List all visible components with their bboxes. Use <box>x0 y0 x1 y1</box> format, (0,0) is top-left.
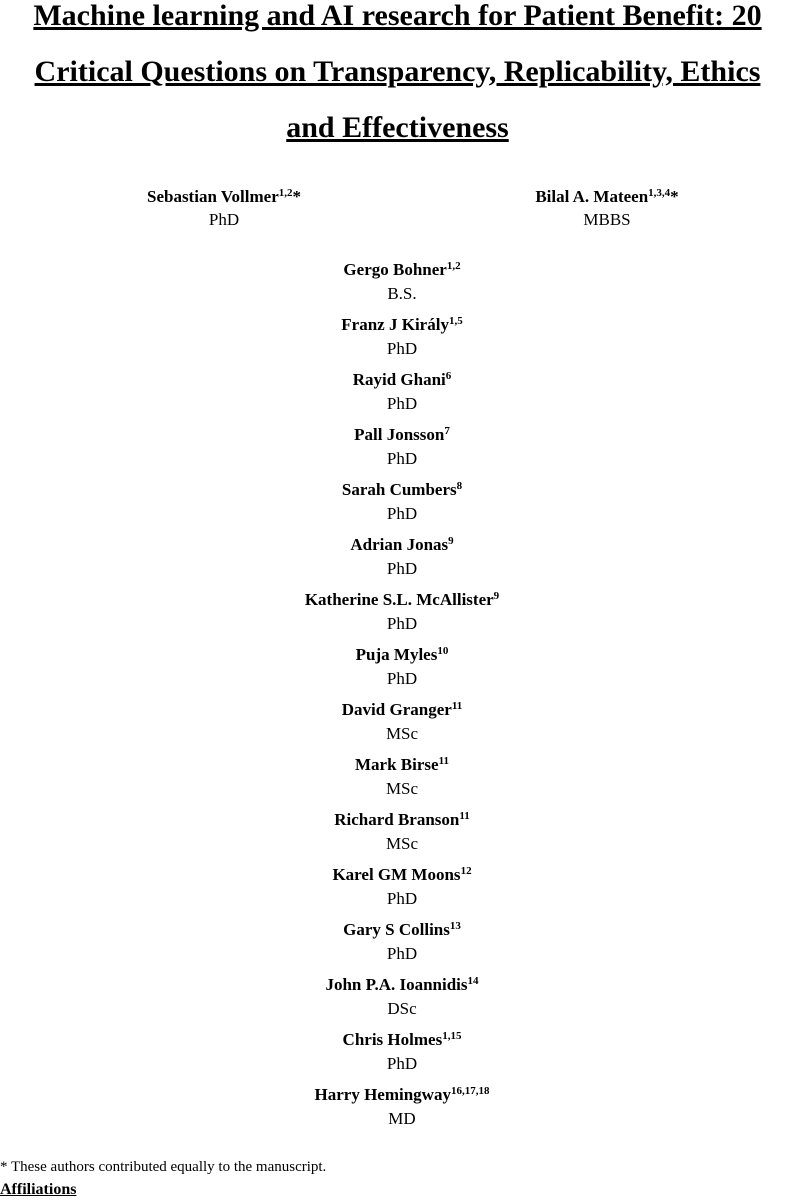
affiliation-sup: 1,2 <box>446 260 461 272</box>
author-entry <box>0 1083 795 1138</box>
author-degree: PhD <box>386 669 418 688</box>
affiliation-sup: 8 <box>456 480 463 492</box>
author-name: Sebastian Vollmer$^{1,2}$* <box>146 187 302 206</box>
author-degree: PhD <box>386 889 418 908</box>
affiliation-sup: 6 <box>445 370 452 382</box>
author-entry <box>0 1028 795 1083</box>
author-name: Richard Branson$^{11}$ <box>334 810 470 829</box>
author-degree: PhD <box>386 614 418 633</box>
author-name: David Granger$^{11}$ <box>341 700 463 719</box>
author-name: John P.A. Ioannidis$^{14}$ <box>325 975 479 994</box>
author-name: Bilal A. Mateen$^{1,3,4}$* <box>535 187 679 206</box>
author-name: Mark Birse$^{11}$ <box>355 755 449 774</box>
author-name: Sarah Cumbers$^8$ <box>341 480 463 499</box>
author-entry <box>0 313 795 368</box>
affiliation-sup: 10 <box>437 645 449 657</box>
author-degree: PhD <box>386 394 418 413</box>
author-entry <box>0 368 795 423</box>
author-degree: PhD <box>386 504 418 523</box>
author-degree: PhD <box>386 1054 418 1073</box>
affiliation-sup: 14 <box>467 975 479 987</box>
affiliation-sup: 11 <box>451 700 463 712</box>
author-name: Gary S Collins$^{13}$ <box>343 920 461 939</box>
affiliations-heading: Affiliations <box>0 1181 77 1198</box>
author-name: Chris Holmes$^{1,15}$ <box>342 1030 462 1049</box>
author-entry <box>0 698 795 753</box>
affiliation-sup: 11 <box>438 755 449 767</box>
author-entry <box>0 753 795 808</box>
author-entry <box>0 808 795 863</box>
lead-author <box>457 186 757 232</box>
author-degree: PhD <box>386 559 418 578</box>
author-entry <box>0 533 795 588</box>
affiliation-sup: 16,17,18 <box>450 1085 490 1097</box>
affiliation-sup: 1,3,4 <box>648 187 671 199</box>
author-name: Rayid Ghani$^6$ <box>352 370 452 389</box>
title-line: Machine learning and AI research for Patient Benefit: 20 <box>33 0 762 32</box>
author-degree: MBBS <box>583 210 631 229</box>
author-entry <box>0 973 795 1028</box>
author-entry <box>0 643 795 698</box>
author-name: Pall Jonsson$^7$ <box>354 425 450 444</box>
author-name: Harry Hemingway$^{16,17,18}$ <box>314 1085 490 1104</box>
affiliation-sup: 1,2 <box>278 187 293 199</box>
author-degree: PhD <box>386 944 418 963</box>
author-degree: MSc <box>385 834 419 853</box>
affiliation-sup: 11 <box>459 810 470 822</box>
author-entry <box>0 423 795 478</box>
affiliation-sup: 1,15 <box>442 1030 462 1042</box>
author-name: Adrian Jonas$^9$ <box>350 535 454 554</box>
author-entry <box>0 588 795 643</box>
title-line: Critical Questions on Transparency, Replicability, Ethics <box>34 55 761 88</box>
author-name: Franz J Király$^{1,5}$ <box>341 315 463 334</box>
author-entry <box>0 258 795 313</box>
affiliation-sup: 12 <box>460 865 472 877</box>
author-degree: DSc <box>387 999 417 1018</box>
equal-contribution-mark: * <box>670 187 679 206</box>
lead-author <box>74 186 374 232</box>
author-list <box>0 258 795 1138</box>
author-degree: MSc <box>385 724 419 743</box>
author-degree: MSc <box>385 779 419 798</box>
author-entry <box>0 918 795 973</box>
equal-contribution-mark: * <box>292 187 302 206</box>
author-entry <box>0 863 795 918</box>
author-degree: MD <box>388 1109 416 1128</box>
author-degree: PhD <box>208 210 240 229</box>
affiliation-sup: 7 <box>444 425 450 437</box>
affiliation-sup: 13 <box>449 920 461 932</box>
author-name: Gergo Bohner$^{1,2}$ <box>343 260 461 279</box>
author-name: Karel GM Moons$^{12}$ <box>332 865 472 884</box>
author-degree: B.S. <box>387 284 417 303</box>
author-degree: PhD <box>386 449 418 468</box>
title-line: and Effectiveness <box>286 111 509 144</box>
author-degree: PhD <box>386 339 418 358</box>
equal-contribution-footnote: * These authors contributed equally to the manuscript. <box>0 1159 327 1175</box>
author-entry <box>0 478 795 533</box>
affiliation-sup: 9 <box>493 590 500 602</box>
affiliation-sup: 9 <box>448 535 454 547</box>
affiliation-sup: 1,5 <box>448 315 463 327</box>
author-name: Katherine S.L. McAllister$^9$ <box>304 590 500 609</box>
author-name: Puja Myles$^{10}$ <box>355 645 449 664</box>
paper-title <box>0 0 795 156</box>
